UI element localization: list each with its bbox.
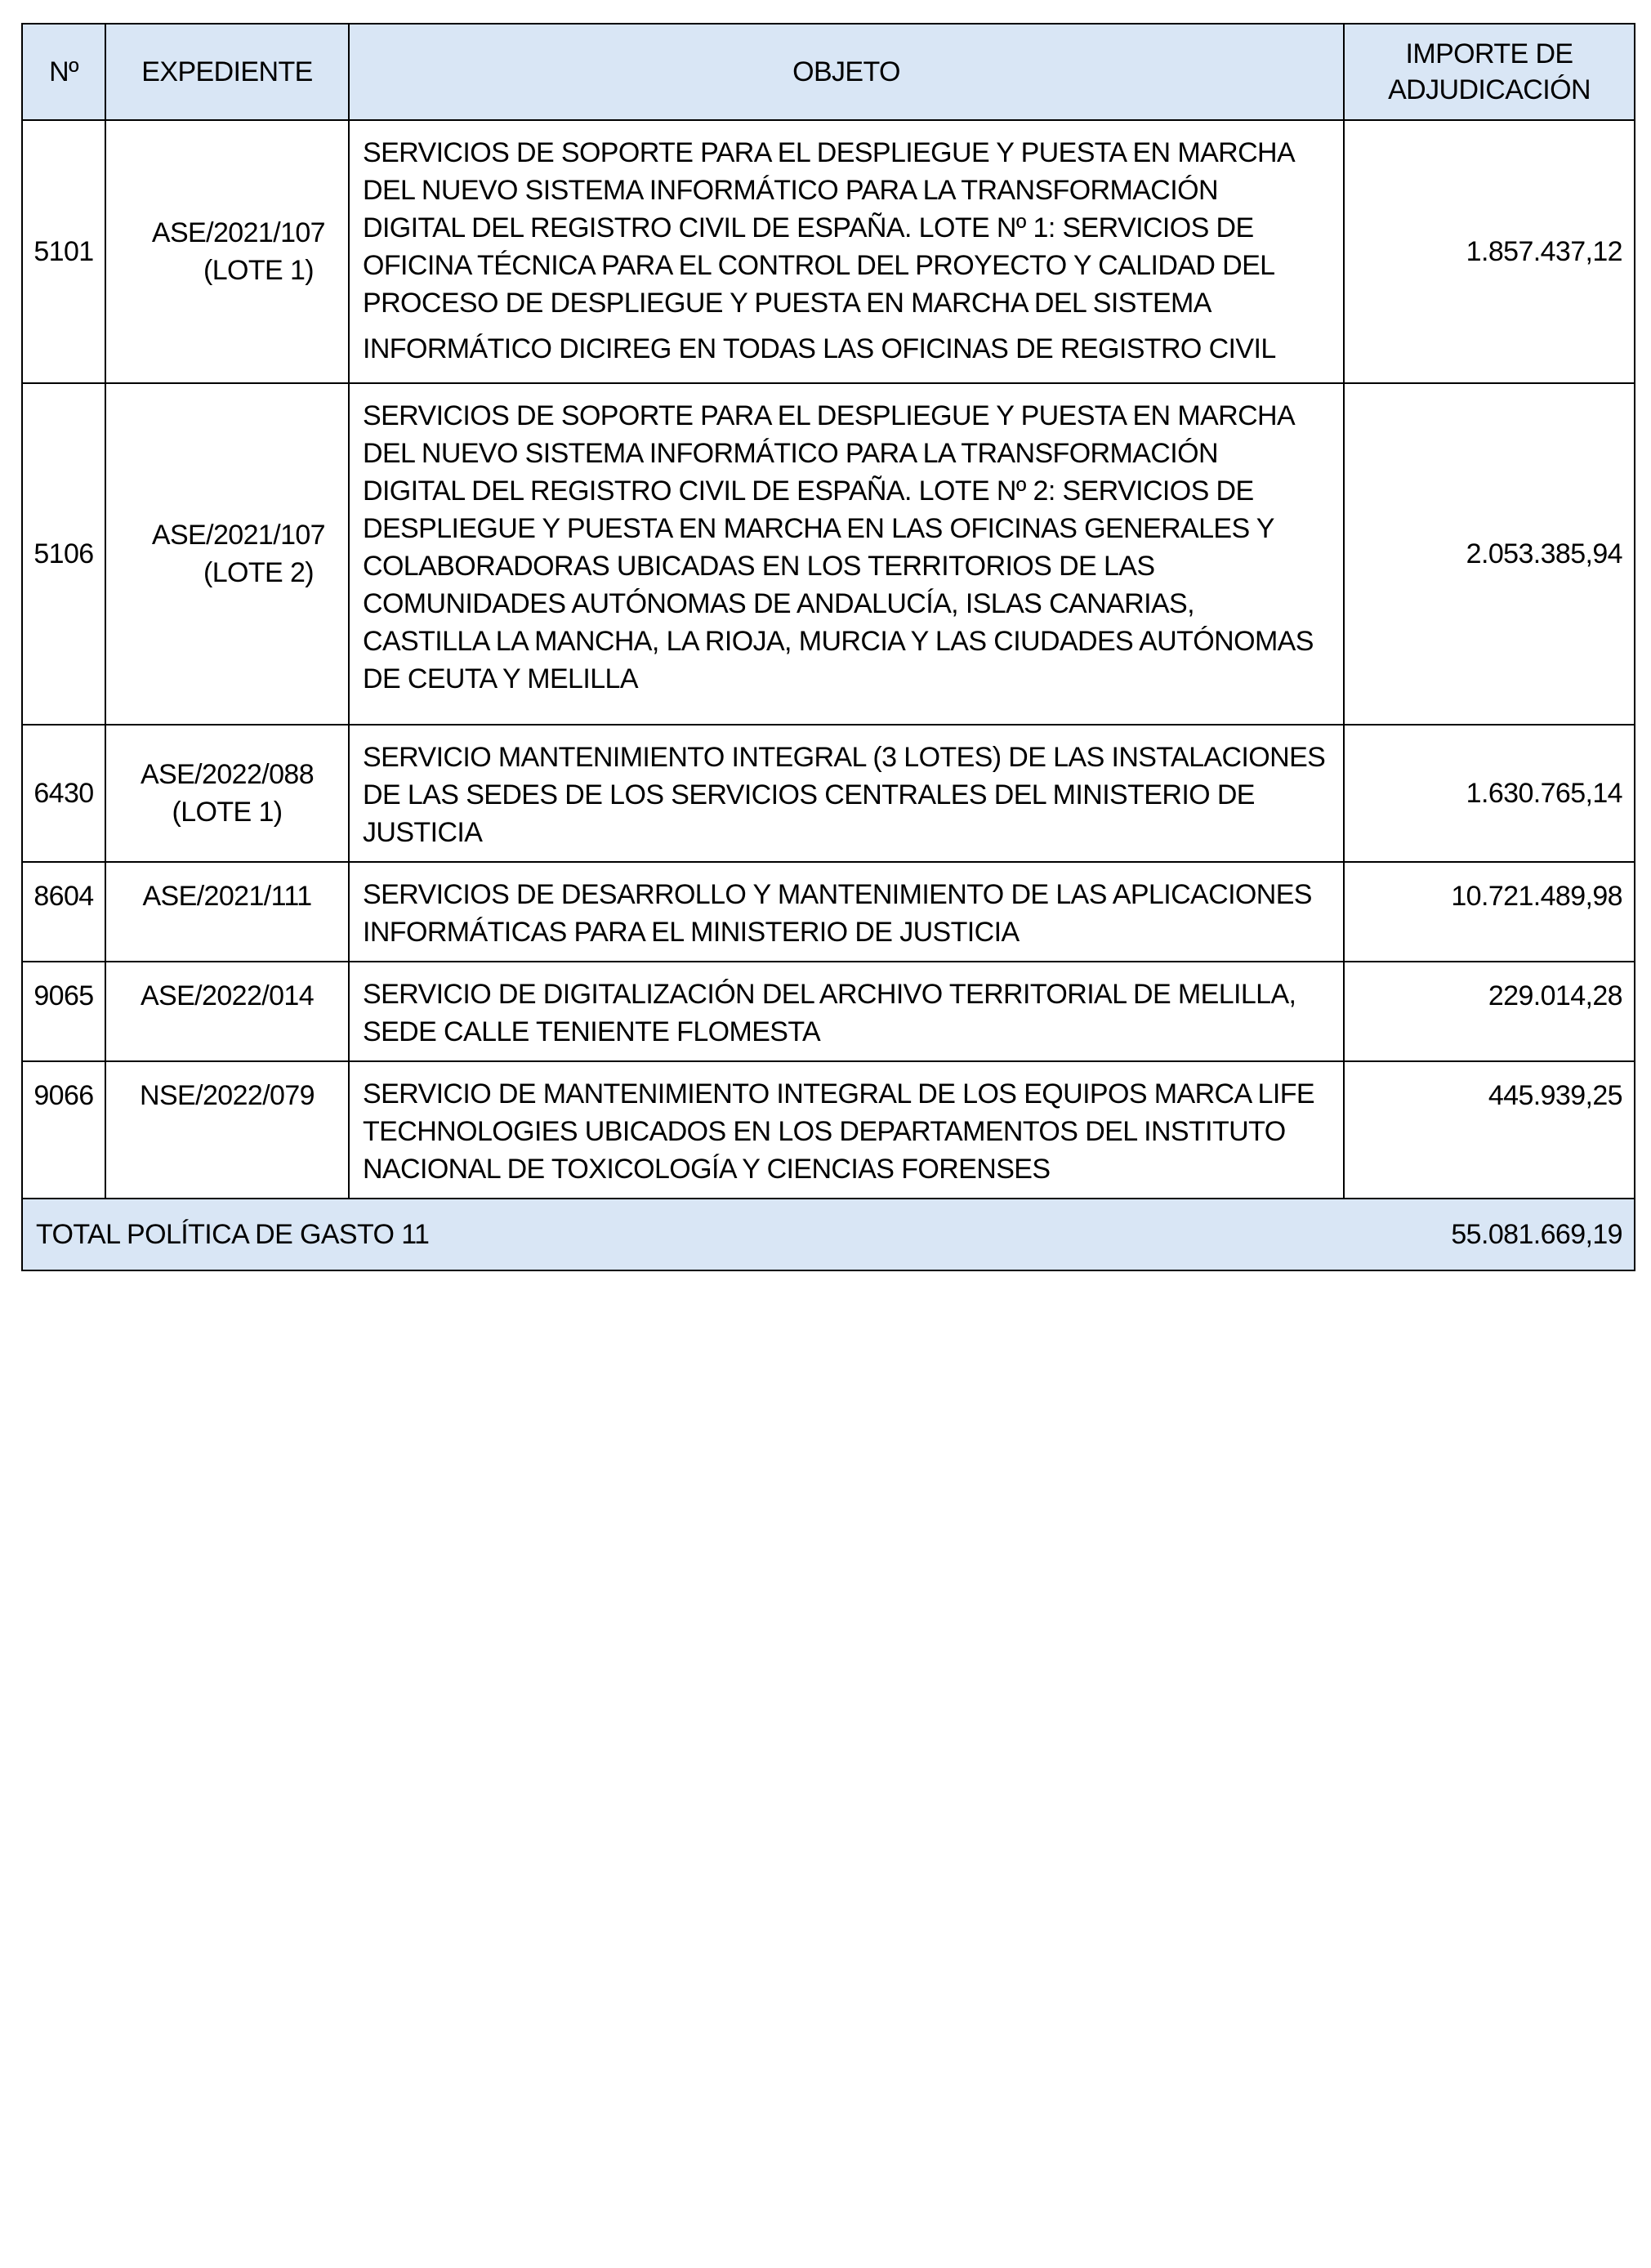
row-objeto-line: CASTILLA LA MANCHA, LA RIOJA, MURCIA Y LAS CIUDADES AUTÓNOMAS xyxy=(363,626,1314,657)
row-objeto-line: SERVICIO MANTENIMIENTO INTEGRAL (3 LOTES) DE LAS INSTALACIONES xyxy=(363,742,1326,773)
row-expediente: ASE/2021/111 xyxy=(105,862,349,962)
total-label: TOTAL POLÍTICA DE GASTO 11 xyxy=(22,1199,1344,1270)
row-expediente xyxy=(105,383,349,725)
table-row xyxy=(22,725,1635,862)
row-expediente-line2: (LOTE 2) xyxy=(203,557,314,588)
row-num: 6430 xyxy=(22,725,105,862)
row-objeto-line: TECHNOLOGIES UBICADOS EN LOS DEPARTAMENTOS DEL INSTITUTO xyxy=(363,1116,1286,1147)
row-objeto-line: SERVICIO DE DIGITALIZACIÓN DEL ARCHIVO TERRITORIAL DE MELILLA, xyxy=(363,979,1296,1010)
row-objeto xyxy=(349,1061,1344,1199)
header-importe-line2: ADJUDICACIÓN xyxy=(1388,74,1591,105)
header-objeto: OBJETO xyxy=(349,24,1344,120)
row-importe: 2.053.385,94 xyxy=(1344,383,1635,725)
row-num: 5101 xyxy=(22,120,105,383)
row-objeto-line: OFICINA TÉCNICA PARA EL CONTROL DEL PROYECTO Y CALIDAD DEL xyxy=(363,250,1275,281)
row-objeto-line: SERVICIOS DE SOPORTE PARA EL DESPLIEGUE Y PUESTA EN MARCHA xyxy=(363,137,1296,168)
table-row xyxy=(22,962,1635,1061)
row-objeto-line: NACIONAL DE TOXICOLOGÍA Y CIENCIAS FORENSES xyxy=(363,1154,1051,1185)
row-objeto xyxy=(349,383,1344,725)
document-sheet xyxy=(21,23,1634,1271)
row-objeto xyxy=(349,120,1344,383)
row-objeto-line: SERVICIO DE MANTENIMIENTO INTEGRAL DE LOS EQUIPOS MARCA LIFE xyxy=(363,1078,1314,1109)
row-importe: 10.721.489,98 xyxy=(1344,862,1635,962)
row-objeto-line: JUSTICIA xyxy=(363,817,483,848)
table-row xyxy=(22,383,1635,725)
row-expediente-line1: ASE/2021/107 xyxy=(151,217,325,248)
row-num: 9065 xyxy=(22,962,105,1061)
row-objeto-line: COLABORADORAS UBICADAS EN LOS TERRITORIOS DE LAS xyxy=(363,551,1155,582)
row-objeto-line: DEL NUEVO SISTEMA INFORMÁTICO PARA LA TRANSFORMACIÓN xyxy=(363,175,1218,206)
row-importe: 1.857.437,12 xyxy=(1344,120,1635,383)
row-objeto-line: INFORMÁTICAS PARA EL MINISTERIO DE JUSTICIA xyxy=(363,917,1020,948)
row-expediente: ASE/2022/014 xyxy=(105,962,349,1061)
row-importe: 1.630.765,14 xyxy=(1344,725,1635,862)
total-value: 55.081.669,19 xyxy=(1344,1199,1635,1270)
row-expediente xyxy=(105,725,349,862)
row-objeto-line: SEDE CALLE TENIENTE FLOMESTA xyxy=(363,1016,821,1047)
row-objeto-line: SERVICIOS DE DESARROLLO Y MANTENIMIENTO DE LAS APLICACIONES xyxy=(363,879,1312,910)
header-importe-line1: IMPORTE DE xyxy=(1405,38,1573,69)
row-importe: 445.939,25 xyxy=(1344,1061,1635,1199)
row-num: 9066 xyxy=(22,1061,105,1199)
row-num: 5106 xyxy=(22,383,105,725)
row-objeto xyxy=(349,862,1344,962)
row-objeto-line: DEL NUEVO SISTEMA INFORMÁTICO PARA LA TRANSFORMACIÓN xyxy=(363,438,1218,469)
row-objeto-line: DE LAS SEDES DE LOS SERVICIOS CENTRALES DEL MINISTERIO DE xyxy=(363,779,1255,810)
table-row xyxy=(22,120,1635,383)
total-row xyxy=(22,1199,1635,1270)
row-objeto-line: DE CEUTA Y MELILLA xyxy=(363,663,638,694)
row-objeto-line: COMUNIDADES AUTÓNOMAS DE ANDALUCÍA, ISLAS CANARIAS, xyxy=(363,588,1194,619)
table-row xyxy=(22,862,1635,962)
row-expediente-line2: (LOTE 1) xyxy=(172,797,283,828)
row-objeto xyxy=(349,962,1344,1061)
row-expediente-line1: ASE/2022/088 xyxy=(140,759,315,790)
row-objeto-line: SERVICIOS DE SOPORTE PARA EL DESPLIEGUE Y PUESTA EN MARCHA xyxy=(363,400,1296,431)
header-num: Nº xyxy=(22,24,105,120)
header-expediente: EXPEDIENTE xyxy=(105,24,349,120)
row-objeto xyxy=(349,725,1344,862)
table-row xyxy=(22,1061,1635,1199)
table-header-row xyxy=(22,24,1635,120)
row-objeto-line: DESPLIEGUE Y PUESTA EN MARCHA EN LAS OFICINAS GENERALES Y xyxy=(363,513,1274,544)
header-importe xyxy=(1344,24,1635,120)
row-expediente-line1: ASE/2021/107 xyxy=(151,520,325,551)
contracts-table xyxy=(21,23,1635,1271)
row-objeto-line: DIGITAL DEL REGISTRO CIVIL DE ESPAÑA. LOTE Nº 1: SERVICIOS DE xyxy=(363,212,1254,243)
row-importe: 229.014,28 xyxy=(1344,962,1635,1061)
row-objeto-line: DIGITAL DEL REGISTRO CIVIL DE ESPAÑA. LOTE Nº 2: SERVICIOS DE xyxy=(363,475,1254,507)
row-objeto-line: PROCESO DE DESPLIEGUE Y PUESTA EN MARCHA DEL SISTEMA xyxy=(363,288,1211,319)
row-expediente-line2: (LOTE 1) xyxy=(203,255,314,286)
row-expediente: NSE/2022/079 xyxy=(105,1061,349,1199)
row-num: 8604 xyxy=(22,862,105,962)
row-objeto-line: INFORMÁTICO DICIREG EN TODAS LAS OFICINAS DE REGISTRO CIVIL xyxy=(363,333,1276,364)
row-expediente xyxy=(105,120,349,383)
